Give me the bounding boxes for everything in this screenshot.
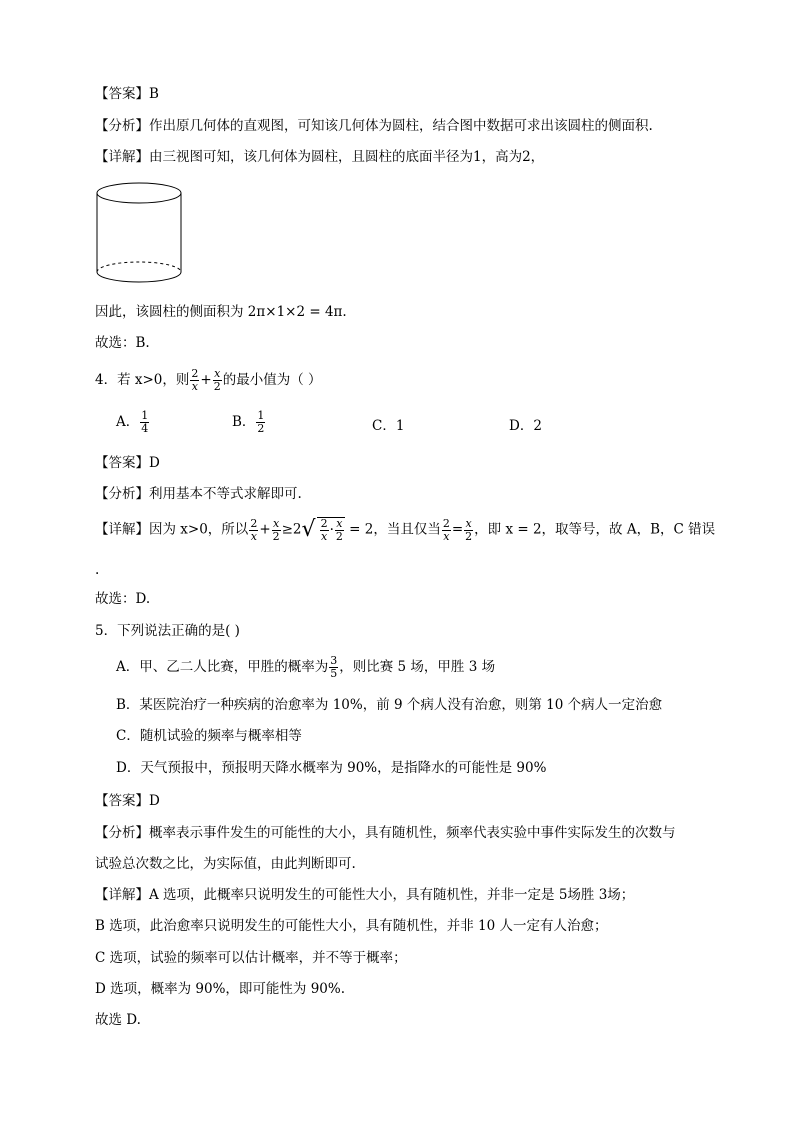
q5-choice-line: 故选 D. bbox=[95, 1012, 141, 1028]
detail-text: 由三视图可知，该几何体为圆柱，且圆柱的底面半径为1，高为2， bbox=[149, 149, 545, 165]
q4-option-c: C．1 bbox=[372, 418, 405, 434]
fraction-2-over-x: $\frac{2}{x}$ bbox=[442, 516, 450, 543]
q3-choice-line: 故选：B. bbox=[95, 335, 150, 351]
detail-post: ，即 x = 2，取等号，故 A，B，C 错误 bbox=[474, 521, 716, 538]
analysis-text: 作出原几何体的直观图，可知该几何体为圆柱，结合图中数据可求出该圆柱的侧面积. bbox=[149, 118, 653, 134]
q4-stem-pre: 4．若 x>0，则 bbox=[95, 372, 190, 388]
detail-tag: 【详解】 bbox=[95, 149, 149, 165]
q5-analysis-line-1 bbox=[95, 823, 676, 843]
q4-answer-line bbox=[95, 453, 160, 473]
analysis-tag: 【分析】 bbox=[95, 825, 149, 841]
cylinder-figure bbox=[95, 180, 185, 285]
q5-option-c: C．随机试验的频率与概率相等 bbox=[116, 728, 302, 744]
detail-tag: 【详解】 bbox=[95, 887, 149, 903]
option-b-fraction: $\frac{1}{2}$ bbox=[257, 409, 265, 435]
q5-detail-line-1 bbox=[95, 885, 634, 905]
answer-tag: 【答案】 bbox=[95, 455, 149, 471]
cylinder-top-ellipse bbox=[97, 183, 181, 203]
q4-analysis-line bbox=[95, 484, 302, 504]
q5-detail-line-3: C 选项，试验的频率可以估计概率，并不等于概率； bbox=[95, 950, 407, 966]
detail-mid: ，当且仅当 bbox=[373, 521, 441, 538]
answer-tag: 【答案】 bbox=[95, 86, 149, 102]
analysis-text: 概率表示事件发生的可能性的大小，具有随机性，频率代表实验中事件实际发生的次数与 bbox=[149, 825, 676, 841]
option-a-pre: A．甲、乙二人比赛，甲胜的概率为 bbox=[116, 659, 329, 675]
analysis-tag: 【分析】 bbox=[95, 118, 149, 134]
q4-detail-line: 【详解】因为 x>0，所以 $\frac{2}{x}$ + $\frac{x}{2}$ ≥2√ $\frac{2}{x}$ · $\frac{x}{2}$ = 2，当且仅当 $\frac{2}{x}$ = $\frac{x}{2}$ ，即 x = 2，取等号，故 A，B，C 错误 bbox=[95, 516, 716, 543]
answer-value: D bbox=[149, 455, 160, 471]
q4-choice-line: 故选：D. bbox=[95, 591, 151, 607]
answer-value: B bbox=[149, 86, 159, 102]
cylinder-bottom-front bbox=[97, 272, 181, 282]
q4-option-b bbox=[232, 410, 266, 435]
q3-conclusion-line: 因此，该圆柱的侧面积为 2π×1×2 = 4π. bbox=[95, 304, 347, 320]
answer-tag: 【答案】 bbox=[95, 793, 149, 809]
q5-option-d: D．天气预报中，预报明天降水概率为 90%，是指降水的可能性是 90% bbox=[116, 760, 547, 776]
q5-answer-line bbox=[95, 791, 160, 811]
q5-option-a bbox=[116, 655, 495, 680]
detail-text: A 选项，此概率只说明发生的可能性大小，具有随机性，并非一定是 5场胜 3场； bbox=[149, 887, 635, 903]
q4-stem-post: 的最小值为（ ） bbox=[222, 372, 322, 388]
q5-analysis-line-2: 试验总次数之比，为实际值，由此判断即可. bbox=[95, 856, 356, 872]
q3-answer-line bbox=[95, 84, 159, 104]
fraction-x-over-2: $\frac{x}{2}$ bbox=[465, 516, 473, 543]
fraction-x-over-2: $\frac{x}{2}$ bbox=[272, 516, 280, 543]
option-b-label: B． bbox=[232, 414, 256, 430]
fraction-3-over-5: $\frac{3}{5}$ bbox=[330, 654, 338, 680]
analysis-text: 利用基本不等式求解即可. bbox=[149, 486, 302, 502]
analysis-tag: 【分析】 bbox=[95, 486, 149, 502]
fraction-2-over-x: $\frac{2}{x}$ bbox=[250, 516, 258, 543]
q4-dot: . bbox=[95, 562, 100, 578]
q5-option-b: B．某医院治疗一种疾病的治愈率为 10%，前 9 个病人没有治愈，则第 10 个病人一定治愈 bbox=[116, 697, 663, 713]
detail-pre: 因为 x>0，所以 bbox=[149, 521, 249, 538]
q5-stem: 5．下列说法正确的是( ) bbox=[95, 623, 240, 639]
q3-detail-line bbox=[95, 147, 544, 167]
fraction-x-over-2: $\frac{x}{2}$ bbox=[213, 367, 221, 393]
q4-option-d: D．2 bbox=[509, 418, 542, 434]
option-a-label: A． bbox=[116, 414, 140, 430]
answer-value: D bbox=[149, 793, 160, 809]
sqrt-product: $\frac{2}{x}$ · $\frac{x}{2}$ bbox=[317, 517, 345, 543]
option-a-post: ，则比赛 5 场，甲胜 3 场 bbox=[339, 659, 496, 675]
detail-tag: 【详解】 bbox=[95, 521, 149, 538]
cylinder-bottom-back-dashed bbox=[97, 262, 181, 272]
q4-option-a bbox=[116, 410, 150, 435]
q5-detail-line-4: D 选项，概率为 90%，即可能性为 90%. bbox=[95, 981, 346, 997]
option-a-fraction: $\frac{1}{4}$ bbox=[141, 409, 149, 435]
fraction-2-over-x: $\frac{2}{x}$ bbox=[191, 367, 199, 393]
q3-analysis-line bbox=[95, 116, 653, 136]
q4-stem: 4．若 x>0，则 $\frac{2}{x}$ + $\frac{x}{2}$ 的最小值为（ ） bbox=[95, 367, 322, 393]
q5-detail-line-2: B 选项，此治愈率只说明发生的可能性大小，具有随机性，并非 10 人一定有人治愈； bbox=[95, 918, 608, 934]
